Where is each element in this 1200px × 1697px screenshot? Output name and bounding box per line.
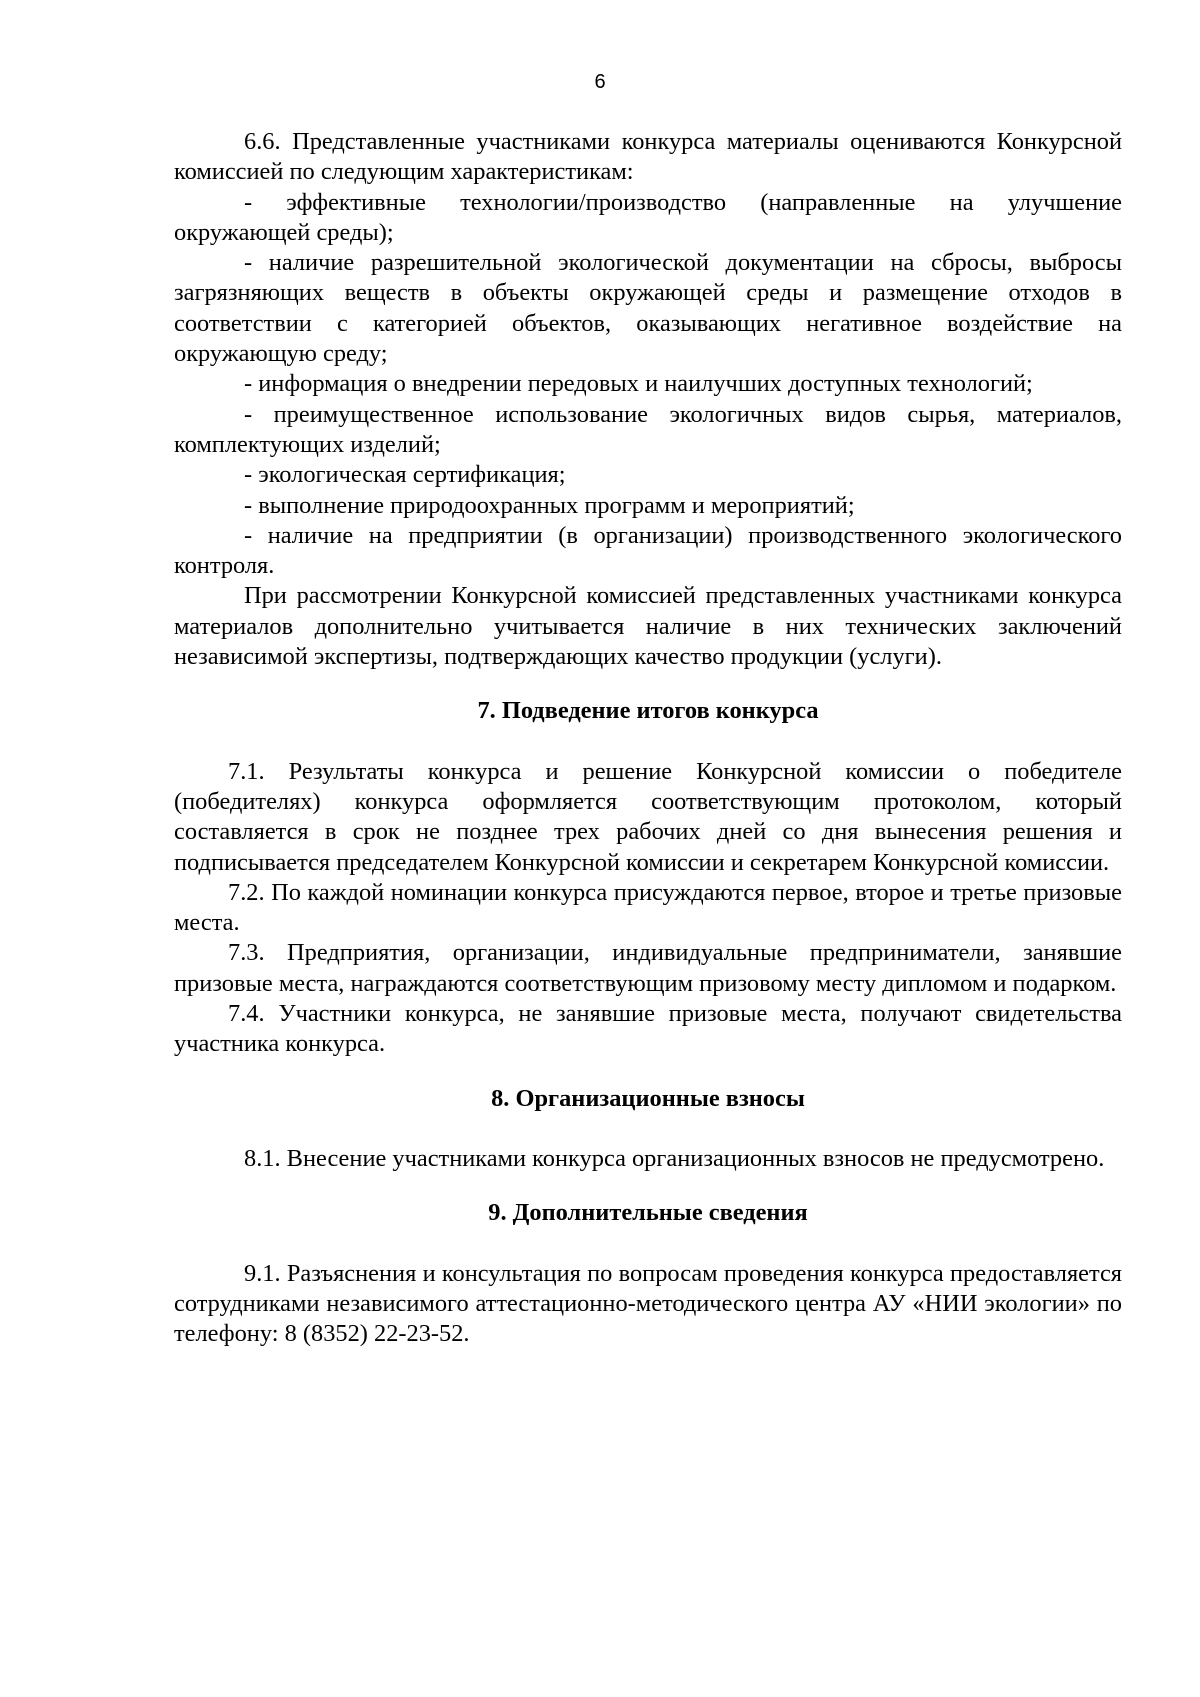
section-7-heading: 7. Подведение итогов конкурса (477, 697, 819, 725)
list-item: - экологическая сертификация; (244, 461, 566, 489)
section-9-heading: 9. Дополнительные сведения (488, 1199, 808, 1227)
list-item: - наличие разрешительной экологической документации на сбросы, выбросы загрязняющих веществ в объекты окружающей среды и размещение отходов в соответствии с категорией объектов, оказывающих негативное воздействие на окружающую среду; (174, 249, 1122, 368)
paragraph-7-4: 7.4. Участники конкурса, не занявшие призовые места, получают свидетельства участника конкурса. (174, 1000, 1122, 1058)
paragraph-7-1: 7.1. Результаты конкурса и решение Конкурсной комиссии о победителе (победителях) конкурса оформляется соответствующим протоколом, который составляется в срок не позднее трех рабочих дней со дня вынесения решения и подписывается председателем Конкурсной комиссии и секретарем Конкурсной комиссии. (174, 757, 1122, 876)
list-item: - выполнение природоохранных программ и мероприятий; (244, 491, 855, 519)
list-item: - информация о внедрении передовых и наилучших доступных технологий; (244, 370, 1033, 398)
paragraph-7-2: 7.2. По каждой номинации конкурса присуждаются первое, второе и третье призовые места. (174, 878, 1122, 937)
paragraph-7-3: 7.3. Предприятия, организации, индивидуальные предприниматели, занявшие призовые места, награждаются соответствующим призовому месту дипломом и подарком. (174, 939, 1122, 997)
list-item: - наличие на предприятии (в организации) производственного экологического контроля. (174, 521, 1122, 580)
page-number: 6 (594, 71, 606, 93)
paragraph-8-1: 8.1. Внесение участниками конкурса организационных взносов не предусмотрено. (244, 1144, 1105, 1172)
paragraph-6-6: 6.6. Представленные участниками конкурса материалы оцениваются Конкурсной комиссией по следующим характеристикам: (174, 128, 1122, 186)
document-body (174, 127, 1122, 1349)
list-item: - преимущественное использование экологичных видов сырья, материалов, комплектующих изделий; (174, 400, 1122, 458)
section-8-heading: 8. Организационные взносы (491, 1084, 805, 1112)
list-item: - эффективные технологии/производство (направленные на улучшение окружающей среды); (174, 188, 1122, 246)
paragraph-9-1: 9.1. Разъяснения и консультация по вопросам проведения конкурса предоставляется сотрудниками независимого аттестационно-методического центра АУ «НИИ экологии» по телефону: 8 (8352) 22-23-52. (174, 1259, 1122, 1348)
paragraph-note: При рассмотрении Конкурсной комиссией представленных участниками конкурса материалов дополнительно учитывается наличие в них технических заключений независимой экспертизы, подтверждающих качество продукции (услуги). (174, 582, 1122, 671)
